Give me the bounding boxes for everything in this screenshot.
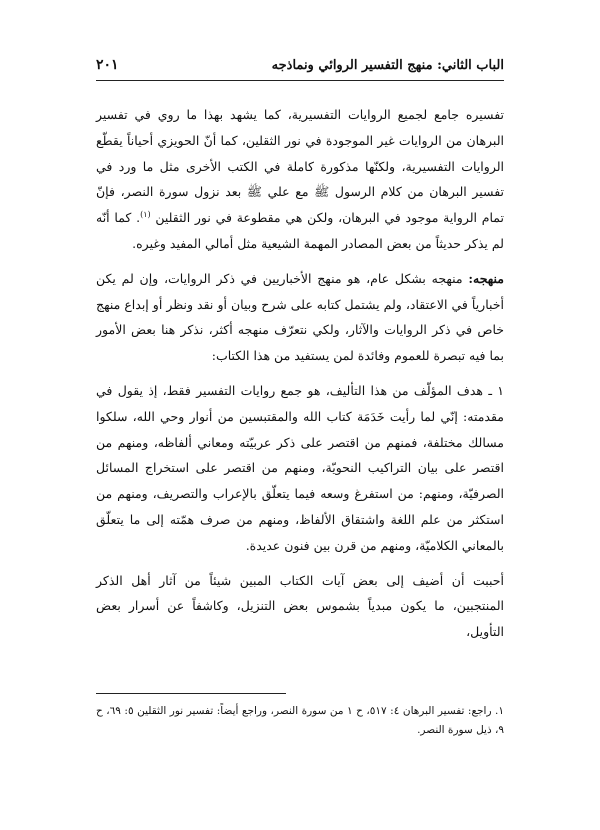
footnote: ١. راجع: تفسير البرهان ٤: ٥١٧، ح ١ من سورة النصر، وراجع أيضاً: تفسير نور الثقلين ٥: ٦٩، ح ٩، ذيل سورة النصر. <box>96 705 504 736</box>
footnote-divider <box>96 693 286 694</box>
footnotes <box>96 702 504 740</box>
paragraph-text: تفسيره جامع لجميع الروايات التفسيرية، كما يشهد بهذا ما روي في تفسير البرهان من الروايات غير الموجودة في نور الثقلين، كما أنّ الحويزي أحياناً يقطّع الروايات التفسيرية، ولكنّها مذكورة كاملة في الكتب الأخرى مثل ما ورد في تفسير البرهان من كلام الرسول ﷺ مع علي ﷺ بعد نزول سورة النصر، فإنّ تمام الرواية موجود في البرهان، ولكن هي مقطوعة في نور الثقلين <box>96 107 504 226</box>
page-number: ٢٠١ <box>96 57 119 73</box>
paragraph <box>96 568 504 645</box>
paragraph-text: ١ ـ هدف المؤلّف من هذا التأليف، هو جمع روايات التفسير فقط، إذ يقول في مقدمته: إنّي لما رأيت خَدَمَة كتاب الله والمقتبسين من أنوار وحي الله، سلكوا مسالك مختلفة، فمنهم من اقتصر على ذكر عربيّته ومعاني ألفاظه، ومنهم من اقتصر على بيان التراكيب النحويّة، ومنهم من اقتصر على استخراج المسائل الصرفيّة، ومنهم: من استفرغ وسعه فيما يتعلّق بالإعراب والتصريف، ومنهم من استكثر من علم اللغة واشتقاق الألفاظ، ومنهم من صرف همّته إلى ما يتعلّق بالمعاني الكلاميّة، ومنهم من قرن بين فنون عديدة. <box>96 382 504 553</box>
paragraph <box>96 102 504 257</box>
paragraph-text: . كما أنّه لم يذكر حديثاً من بعض المصادر المهمة الشيعية مثل أمالي المفيد وغيره. <box>96 210 504 251</box>
footnote-marker[interactable]: (١) <box>140 210 151 220</box>
paragraph-text: منهجه بشكل عام، هو منهج الأخباريين في ذكر الروايات، وإن لم يكن أخبارياً في الاعتقاد، ولم يشتمل كتابه على شرح وبيان أو نقد ونظر أو إبداع منهج خاص في ذكر الروايات والآثار، ولكي نتعرّف منهجه أكثر، نذكر هنا بعض الأمور بما فيه تبصرة للعموم وفائدة لمن يستفيد من هذا الكتاب: <box>96 270 504 364</box>
paragraph-text: أحببت أن أضيف إلى بعض آيات الكتاب المبين شيئاً من آثار أهل الذكر المنتجبين، ما يكون مبدياً بشموس بعض التنزيل، وكاشفاً عن أسرار بعض التأويل، <box>96 572 504 640</box>
body-text <box>96 102 504 654</box>
paragraph <box>96 266 504 369</box>
section-label: منهجه: <box>468 270 504 286</box>
paragraph <box>96 378 504 559</box>
chapter-title: الباب الثاني: منهج التفسير الروائي ونماذجه <box>271 58 504 73</box>
running-header <box>96 56 504 81</box>
